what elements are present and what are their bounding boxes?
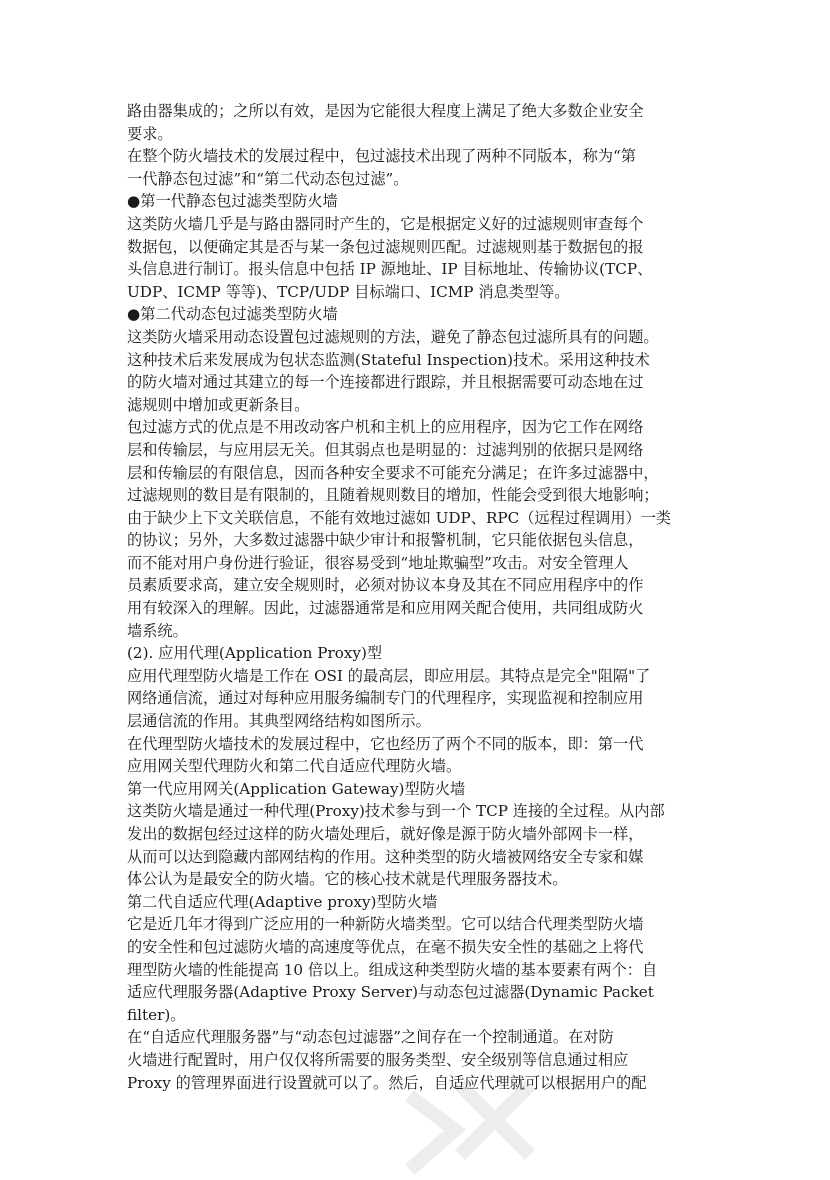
text-line: 适应代理服务器(Adaptive Proxy Server)与动态包过滤器(Dynamic Packet [127, 983, 654, 1002]
text-line: 在整个防火墙技术的发展过程中，包过滤技术出现了两种不同版本，称为“第 [127, 147, 636, 166]
text-line: UDP、ICMP 等等)、TCP/UDP 目标端口、ICMP 消息类型等。 [127, 282, 570, 301]
text-line: 在代理型防火墙技术的发展过程中，它也经历了两个不同的版本，即：第一代 [127, 734, 644, 753]
document-body [127, 100, 709, 1094]
text-line: 头信息进行制订。报头信息中包括 IP 源地址、IP 目标地址、传输协议(TCP、 [127, 260, 653, 279]
text-line: 员素质要求高，建立安全规则时，必须对协议本身及其在不同应用程序中的作 [127, 576, 644, 595]
text-line: ●第二代动态包过滤类型防火墙 [127, 305, 338, 324]
text-line: (2). 应用代理(Application Proxy)型 [127, 644, 383, 663]
text-line: 这类防火墙采用动态设置包过滤规则的方法，避免了静态包过滤所具有的问题。 [127, 327, 659, 346]
text-line: 由于缺少上下文关联信息，不能有效地过滤如 UDP、RPC（远程过程调用）一类 [127, 508, 672, 527]
text-line: 第二代自适应代理(Adaptive proxy)型防火墙 [127, 892, 438, 911]
text-line: 而不能对用户身份进行验证，很容易受到“地址欺骗型”攻击。对安全管理人 [127, 553, 629, 572]
text-line: 应用代理型防火墙是工作在 OSI 的最高层，即应用层。其特点是完全"阻隔"了 [127, 666, 651, 685]
text-line: 应用网关型代理防火和第二代自适应代理防火墙。 [127, 757, 462, 776]
text-line: 从而可以达到隐藏内部网结构的作用。这种类型的防火墙被网络安全专家和媒 [127, 847, 644, 866]
text-line: ●第一代静态包过滤类型防火墙 [127, 192, 338, 211]
text-line: Proxy 的管理界面进行设置就可以了。然后，自适应代理就可以根据用户的配 [127, 1073, 647, 1092]
text-line: 网络通信流，通过对每种应用服务编制专门的代理程序，实现监视和控制应用 [127, 689, 644, 708]
text-line: 这类防火墙是通过一种代理(Proxy)技术参与到一个 TCP 连接的全过程。从内部 [127, 802, 665, 821]
text-line: 用有较深入的理解。因此，过滤器通常是和应用网关配合使用，共同组成防火 [127, 599, 644, 618]
text-line: 层通信流的作用。其典型网络结构如图所示。 [127, 712, 431, 731]
text-line: 在“自适应代理服务器”与“动态包过滤器”之间存在一个控制通道。在对防 [127, 1028, 614, 1047]
text-line: 数据包，以便确定其是否与某一条包过滤规则匹配。过滤规则基于数据包的报 [127, 237, 644, 256]
text-line: 体公认为是最安全的防火墙。它的核心技术就是代理服务器技术。 [127, 870, 568, 889]
text-line: 这种技术后来发展成为包状态监测(Stateful Inspection)技术。采用这种技术 [127, 350, 650, 369]
text-line: 的防火墙对通过其建立的每一个连接都进行跟踪，并且根据需要可动态地在过 [127, 373, 644, 392]
text-line: 的协议；另外，大多数过滤器中缺少审计和报警机制，它只能依据包头信息， [127, 531, 644, 550]
text-line: 滤规则中增加或更新条目。 [127, 395, 310, 414]
text-line: 过滤规则的数目是有限制的，且随着规则数目的增加，性能会受到很大地影响； [127, 486, 659, 505]
text-line: 发出的数据包经过这样的防火墙处理后，就好像是源于防火墙外部网卡一样， [127, 825, 644, 843]
watermark-logo-icon [395, 1070, 545, 1180]
text-line: 层和传输层的有限信息，因而各种安全要求不可能充分满足；在许多过滤器中， [127, 463, 659, 482]
text-line: filter)。 [127, 1005, 186, 1024]
text-line: 它是近几年才得到广泛应用的一种新防火墙类型。它可以结合代理类型防火墙 [127, 915, 644, 934]
text-line: 一代静态包过滤”和“第二代动态包过滤”。 [127, 169, 409, 188]
text-line: 这类防火墙几乎是与路由器同时产生的，它是根据定义好的过滤规则审查每个 [127, 214, 644, 233]
text-line: 层和传输层，与应用层无关。但其弱点也是明显的：过滤判别的依据只是网络 [127, 440, 644, 459]
text-line: 理型防火墙的性能提高 10 倍以上。组成这种类型防火墙的基本要素有两个：自 [127, 960, 658, 979]
text-line: 路由器集成的；之所以有效，是因为它能很大程度上满足了绝大多数企业安全 [127, 102, 644, 120]
text-line: 火墙进行配置时，用户仅仅将所需要的服务类型、安全级别等信息通过相应 [127, 1050, 629, 1069]
text-line: 墙系统。 [127, 621, 188, 640]
text-line: 包过滤方式的优点是不用改动客户机和主机上的应用程序，因为它工作在网络 [127, 418, 644, 437]
text-line: 的安全性和包过滤防火墙的高速度等优点，在毫不损失安全性的基础之上将代 [127, 937, 644, 956]
text-line: 要求。 [127, 124, 173, 143]
text-line: 第一代应用网关(Application Gateway)型防火墙 [127, 779, 466, 798]
